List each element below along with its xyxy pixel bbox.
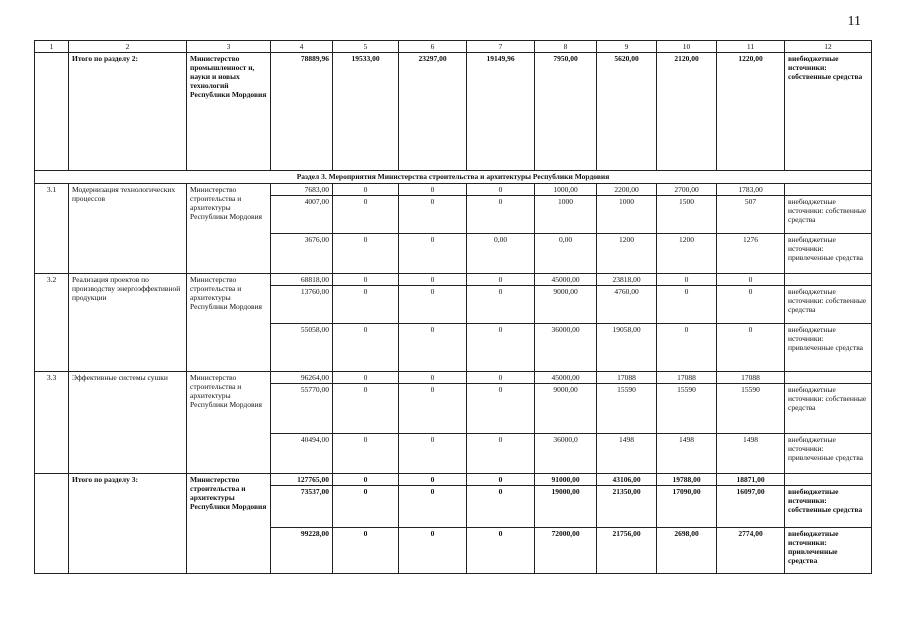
value-cell: 21756,00 xyxy=(597,528,657,574)
value-cell: 0 xyxy=(333,384,399,434)
value-cell: 78889,96 xyxy=(271,53,333,171)
value-cell: 0 xyxy=(717,324,785,372)
value-cell: 0 xyxy=(399,286,467,324)
column-header-1: 1 xyxy=(35,41,69,53)
value-cell: 0 xyxy=(467,286,535,324)
value-cell: 18871,00 xyxy=(717,474,785,486)
value-cell: 17090,00 xyxy=(657,486,717,528)
value-cell: 0 xyxy=(333,184,399,196)
value-cell: 15590 xyxy=(597,384,657,434)
ministry-cell: Министерство строительства и архитектуры Республики Мордовия xyxy=(187,274,271,372)
value-cell: 0 xyxy=(399,234,467,274)
page-number: 11 xyxy=(847,14,861,29)
value-cell: 15590 xyxy=(717,384,785,434)
value-cell: 43106,00 xyxy=(597,474,657,486)
item-number: 3.2 xyxy=(35,274,69,372)
item-number: 3.3 xyxy=(35,372,69,474)
value-cell: 1498 xyxy=(717,434,785,474)
value-cell: 0 xyxy=(333,474,399,486)
value-cell: 0 xyxy=(399,384,467,434)
value-cell: 4007,00 xyxy=(271,196,333,234)
value-cell: 19149,96 xyxy=(467,53,535,171)
value-cell: 0 xyxy=(399,434,467,474)
value-cell: 0 xyxy=(333,486,399,528)
value-cell: 0 xyxy=(717,286,785,324)
item-number: 3.1 xyxy=(35,184,69,274)
funding-source-cell: внебюджетные источники: собственные средства xyxy=(785,196,872,234)
value-cell: 21350,00 xyxy=(597,486,657,528)
funding-source-cell xyxy=(785,184,872,196)
item-name: Эффективные системы сушки xyxy=(69,372,187,474)
value-cell: 0 xyxy=(333,274,399,286)
value-cell: 2200,00 xyxy=(597,184,657,196)
total-label: Итого по разделу 3: xyxy=(69,474,187,574)
value-cell: 0 xyxy=(399,324,467,372)
value-cell: 23297,00 xyxy=(399,53,467,171)
value-cell: 73537,00 xyxy=(271,486,333,528)
total-section-2-row xyxy=(35,53,872,171)
funding-source-cell: внебюджетные источники: привлеченные средства xyxy=(785,324,872,372)
value-cell: 1783,00 xyxy=(717,184,785,196)
column-header-4: 4 xyxy=(271,41,333,53)
value-cell: 0 xyxy=(333,372,399,384)
value-cell: 0 xyxy=(467,184,535,196)
value-cell: 0 xyxy=(467,474,535,486)
column-header-2: 2 xyxy=(69,41,187,53)
value-cell: 72000,00 xyxy=(535,528,597,574)
value-cell: 0 xyxy=(333,286,399,324)
column-header-5: 5 xyxy=(333,41,399,53)
value-cell: 17088 xyxy=(657,372,717,384)
value-cell: 3676,00 xyxy=(271,234,333,274)
value-cell: 1498 xyxy=(597,434,657,474)
item-row xyxy=(35,274,872,286)
funding-source-cell: внебюджетные источники: собственные средства xyxy=(785,486,872,528)
value-cell: 1200 xyxy=(597,234,657,274)
column-header-7: 7 xyxy=(467,41,535,53)
value-cell: 0 xyxy=(333,234,399,274)
value-cell: 96264,00 xyxy=(271,372,333,384)
value-cell: 0 xyxy=(717,274,785,286)
value-cell: 507 xyxy=(717,196,785,234)
value-cell: 16097,00 xyxy=(717,486,785,528)
value-cell: 0 xyxy=(399,474,467,486)
ministry-cell: Министерство строительства и архитектуры Республики Мордовия xyxy=(187,474,271,574)
value-cell: 0 xyxy=(399,372,467,384)
value-cell: 36000,00 xyxy=(535,324,597,372)
value-cell: 0 xyxy=(333,528,399,574)
value-cell: 45000,00 xyxy=(535,372,597,384)
value-cell: 0 xyxy=(399,274,467,286)
value-cell: 0,00 xyxy=(467,234,535,274)
value-cell: 13760,00 xyxy=(271,286,333,324)
value-cell: 0 xyxy=(399,528,467,574)
value-cell: 0 xyxy=(333,196,399,234)
value-cell: 0 xyxy=(333,324,399,372)
funding-source-cell: внебюджетные источники: собственные средства xyxy=(785,286,872,324)
value-cell: 5620,00 xyxy=(597,53,657,171)
funding-source-cell: внебюджетные источники: привлеченные средства xyxy=(785,528,872,574)
funding-source-cell: внебюджетные источники: привлеченные средства xyxy=(785,434,872,474)
value-cell: 2698,00 xyxy=(657,528,717,574)
value-cell: 1000 xyxy=(535,196,597,234)
value-cell: 19000,00 xyxy=(535,486,597,528)
item-name: Модернизация технологических процессов xyxy=(69,184,187,274)
value-cell: 1500 xyxy=(657,196,717,234)
value-cell: 91000,00 xyxy=(535,474,597,486)
value-cell: 99228,00 xyxy=(271,528,333,574)
funding-source-cell: внебюджетные источники: собственные средства xyxy=(785,53,872,171)
budget-table xyxy=(34,40,872,574)
column-header-10: 10 xyxy=(657,41,717,53)
value-cell: 1498 xyxy=(657,434,717,474)
value-cell: 0 xyxy=(467,372,535,384)
section-header-row xyxy=(35,171,872,184)
column-header-11: 11 xyxy=(717,41,785,53)
value-cell: 19788,00 xyxy=(657,474,717,486)
value-cell: 0,00 xyxy=(535,234,597,274)
funding-source-cell xyxy=(785,274,872,286)
value-cell: 55770,00 xyxy=(271,384,333,434)
funding-source-cell: внебюджетные источники: собственные средства xyxy=(785,384,872,434)
value-cell: 36000,0 xyxy=(535,434,597,474)
column-header-9: 9 xyxy=(597,41,657,53)
value-cell: 1200 xyxy=(657,234,717,274)
value-cell: 1000,00 xyxy=(535,184,597,196)
item-name: Реализация проектов по производству энергоэффективной продукции xyxy=(69,274,187,372)
value-cell: 0 xyxy=(399,184,467,196)
value-cell: 17088 xyxy=(597,372,657,384)
ministry-cell: Министерство строительства и архитектуры Республики Мордовия xyxy=(187,372,271,474)
value-cell: 0 xyxy=(657,324,717,372)
value-cell: 0 xyxy=(467,196,535,234)
total-section-3-row xyxy=(35,474,872,486)
value-cell: 0 xyxy=(657,274,717,286)
value-cell: 0 xyxy=(399,196,467,234)
value-cell: 2120,00 xyxy=(657,53,717,171)
ministry-cell: Министерство строительства и архитектуры Республики Мордовия xyxy=(187,184,271,274)
row-number-cell xyxy=(35,53,69,171)
funding-source-cell xyxy=(785,474,872,486)
ministry-cell: Министерство промышленност и, науки и новых технологий Республики Мордовия xyxy=(187,53,271,171)
value-cell: 2774,00 xyxy=(717,528,785,574)
header-row xyxy=(35,41,872,53)
value-cell: 45000,00 xyxy=(535,274,597,286)
value-cell: 0 xyxy=(467,324,535,372)
value-cell: 0 xyxy=(467,384,535,434)
value-cell: 0 xyxy=(467,274,535,286)
value-cell: 19533,00 xyxy=(333,53,399,171)
value-cell: 4760,00 xyxy=(597,286,657,324)
value-cell: 19058,00 xyxy=(597,324,657,372)
value-cell: 55058,00 xyxy=(271,324,333,372)
value-cell: 127765,00 xyxy=(271,474,333,486)
column-header-6: 6 xyxy=(399,41,467,53)
value-cell: 1000 xyxy=(597,196,657,234)
value-cell: 2700,00 xyxy=(657,184,717,196)
section-title: Раздел 3. Мероприятия Министерства строительства и архитектуры Республики Мордовия xyxy=(35,171,872,184)
value-cell: 0 xyxy=(467,486,535,528)
item-row xyxy=(35,372,872,384)
value-cell: 7950,00 xyxy=(535,53,597,171)
value-cell: 1220,00 xyxy=(717,53,785,171)
column-header-12: 12 xyxy=(785,41,872,53)
total-label: Итого по разделу 2: xyxy=(69,53,187,171)
value-cell: 0 xyxy=(467,528,535,574)
value-cell: 68818,00 xyxy=(271,274,333,286)
value-cell: 23818,00 xyxy=(597,274,657,286)
value-cell: 9000,00 xyxy=(535,286,597,324)
value-cell: 9000,00 xyxy=(535,384,597,434)
column-header-3: 3 xyxy=(187,41,271,53)
funding-source-cell: внебюджетные источники: привлеченные средства xyxy=(785,234,872,274)
value-cell: 17088 xyxy=(717,372,785,384)
value-cell: 7683,00 xyxy=(271,184,333,196)
value-cell: 0 xyxy=(657,286,717,324)
column-header-8: 8 xyxy=(535,41,597,53)
funding-source-cell xyxy=(785,372,872,384)
value-cell: 0 xyxy=(399,486,467,528)
row-number-cell xyxy=(35,474,69,574)
value-cell: 0 xyxy=(467,434,535,474)
item-row xyxy=(35,184,872,196)
value-cell: 15590 xyxy=(657,384,717,434)
value-cell: 1276 xyxy=(717,234,785,274)
value-cell: 40494,00 xyxy=(271,434,333,474)
value-cell: 0 xyxy=(333,434,399,474)
